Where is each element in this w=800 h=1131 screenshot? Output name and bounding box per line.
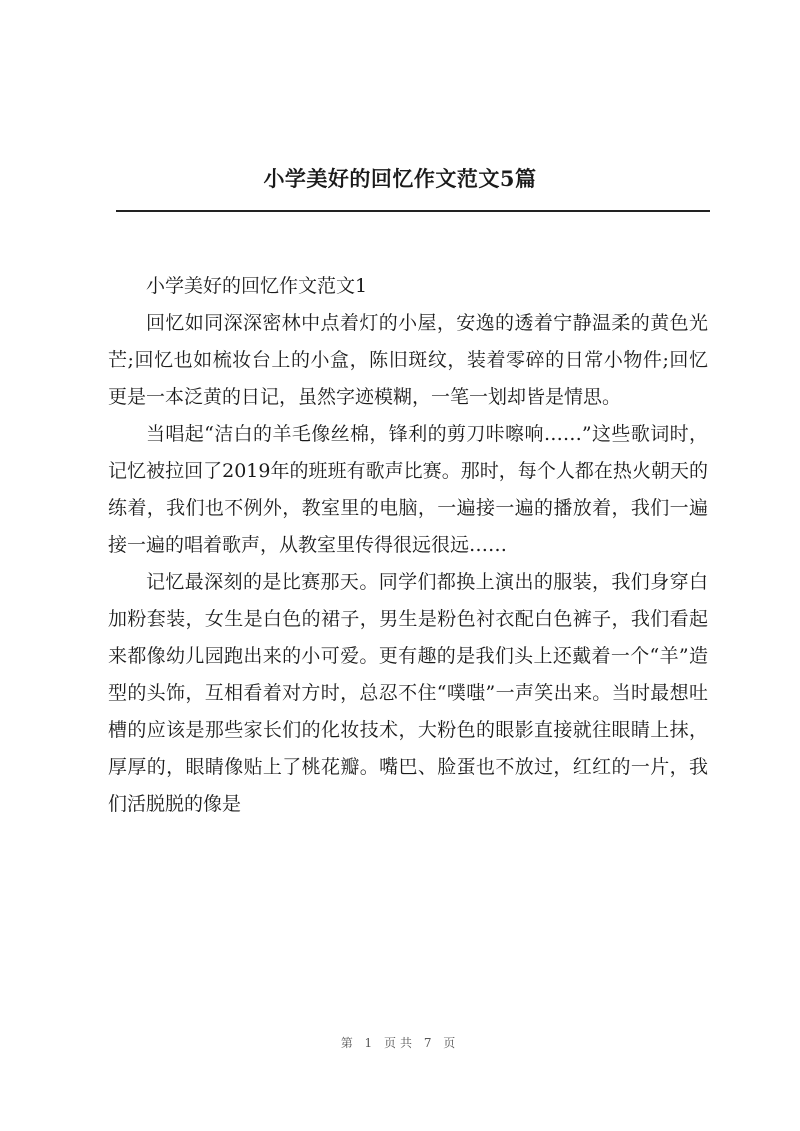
title-underline [116, 210, 710, 212]
document-body [108, 268, 708, 823]
section-heading: 小学美好的回忆作文范文1 [146, 275, 368, 297]
paragraph: 记忆最深刻的是比赛那天。同学们都换上演出的服装，我们身穿白加粉套装，女生是白色的裙子，男生是粉色衬衣配白色裤子，我们看起来都像幼儿园跑出来的小可爱。更有趣的是我们头上还戴着一个“羊”造型的头饰，互相看着对方时，总忍不住“噗嗤”一声笑出来。当时最想吐槽的应该是那些家长们的化妆技术，大粉色的眼影直接就往眼睛上抹，厚厚的，眼睛像贴上了桃花瓣。嘴巴、脸蛋也不放过，红红的一片，我们活脱脱的像是 [108, 571, 708, 815]
document-title: 小学美好的回忆作文范文5篇 [263, 166, 537, 191]
page-footer: 第 1 页共 7 页 [340, 1036, 460, 1050]
paragraph: 当唱起“洁白的羊毛像丝棉，锋利的剪刀咔嚓响……”这些歌词时，记忆被拉回了2019年的班班有歌声比赛。那时，每个人都在热火朝天的练着，我们也不例外，教室里的电脑，一遍接一遍的播放着，我们一遍接一遍的唱着歌声，从教室里传得很远很远…… [108, 423, 708, 556]
paragraph: 回忆如同深深密林中点着灯的小屋，安逸的透着宁静温柔的黄色光芒;回忆也如梳妆台上的小盒，陈旧斑纹，装着零碎的日常小物件;回忆更是一本泛黄的日记，虽然字迹模糊，一笔一划却皆是情思。 [108, 312, 708, 408]
